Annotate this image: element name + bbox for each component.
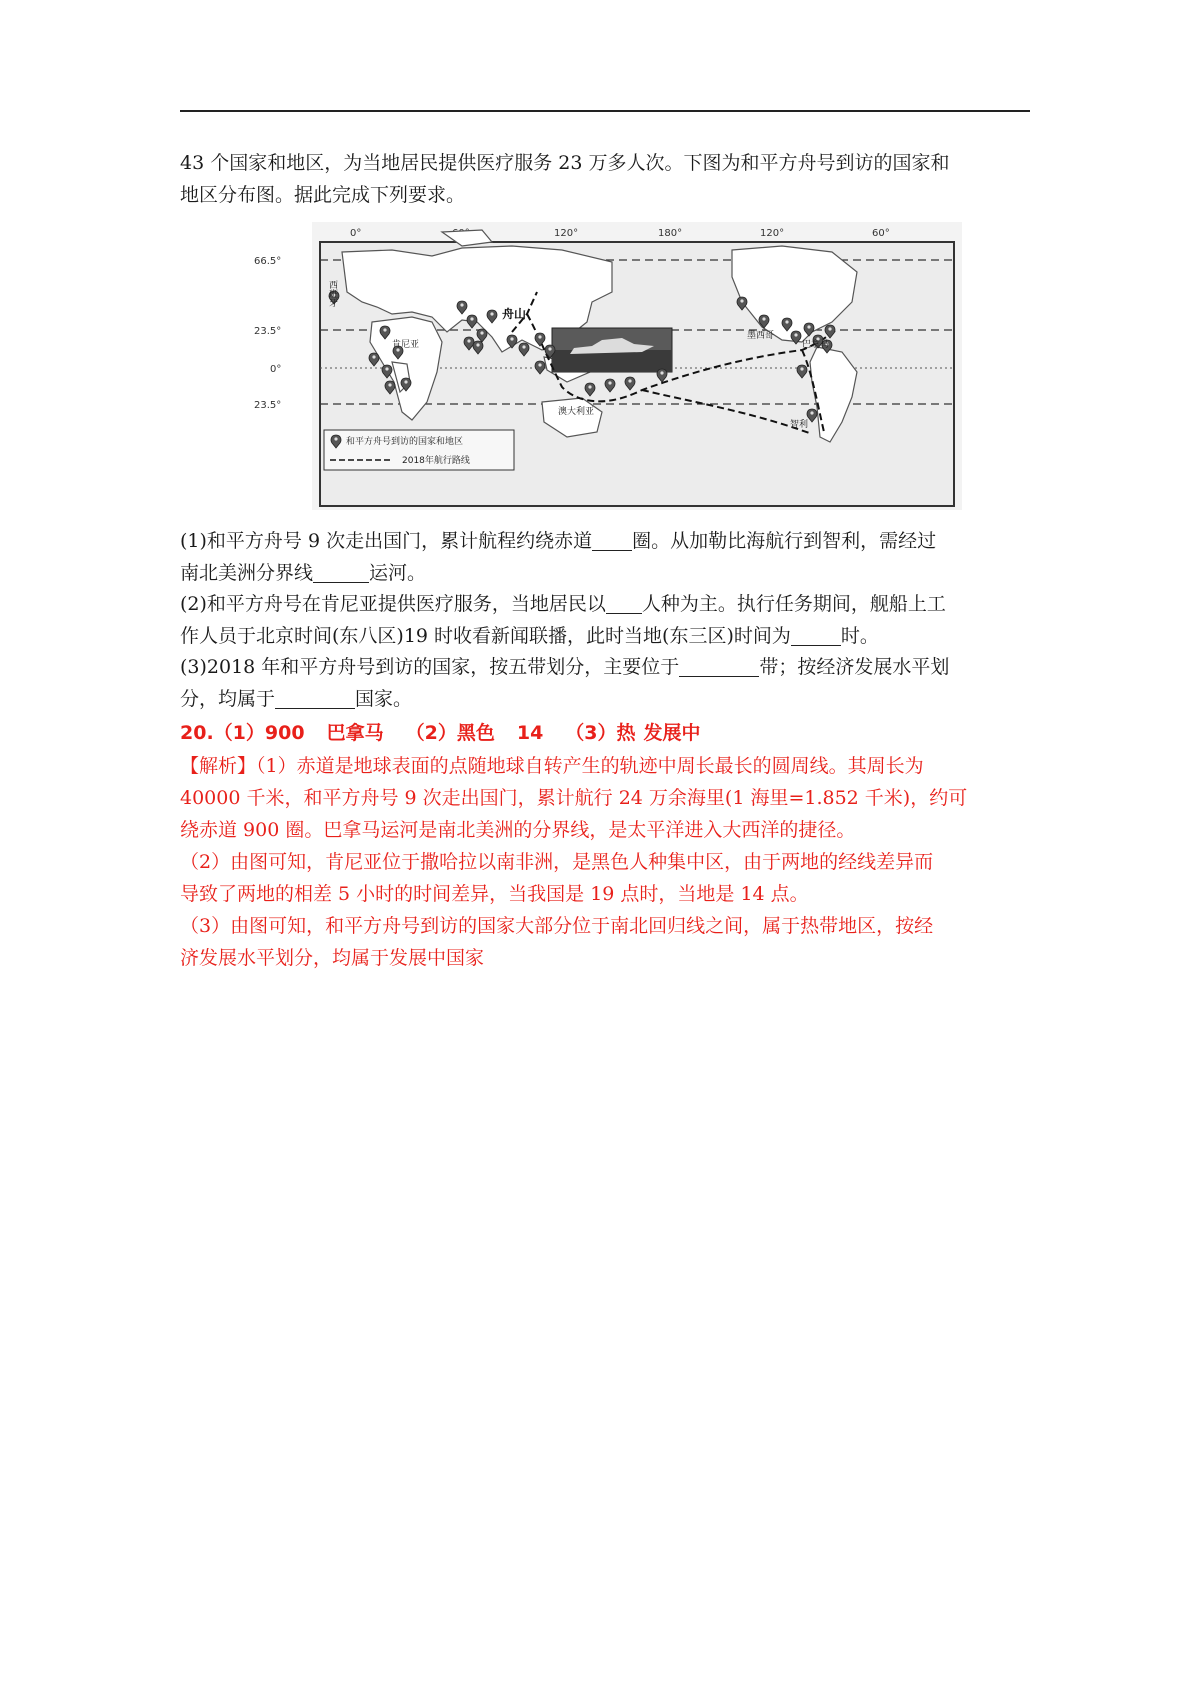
lat-label-235s: 23.5° — [254, 400, 282, 411]
label-kenya: 肯尼亚 — [392, 340, 420, 350]
question-1-line-2: 南北美洲分界线 运河。 — [180, 561, 427, 584]
map-legend — [324, 430, 514, 470]
label-zhoushan: 舟山 — [502, 307, 527, 321]
answer-blank-2[interactable] — [313, 562, 369, 583]
lon-label-120w: 120° — [760, 228, 785, 239]
analysis-para-1-line-1: 【解析】（1）赤道是地球表面的点随地球自转产生的轨迹中周长最长的圆周线。其周长为 — [180, 755, 924, 777]
intro-line-1: 43 个国家和地区，为当地居民提供医疗服务 23 万多人次。下图为和平方舟号到访的国家和 — [180, 152, 950, 174]
answer-1-value-2: 巴拿马 — [326, 722, 384, 744]
legend-route: 2018年航行路线 — [402, 456, 470, 466]
label-mexico: 墨西哥 — [747, 331, 775, 341]
answer-number: 20. — [180, 722, 214, 744]
answer-blank-3[interactable] — [606, 593, 642, 614]
question-block — [180, 526, 1030, 715]
question-2-line-1: (2)和平方舟号在肯尼亚提供医疗服务，当地居民以 人种为主。执行任务期间，舰船上工 — [180, 593, 946, 615]
answer-3-value-1: 热 — [616, 722, 636, 744]
question-3-line-1: (3)2018 年和平方舟号到访的国家，按五带划分，主要位于 带；按经济发展水平划 — [180, 656, 950, 678]
analysis-para-1-line-3: 绕赤道 900 圈。巴拿马运河是南北美洲的分界线，是太平洋进入大西洋的捷径。 — [180, 819, 856, 841]
lon-label-180: 180° — [658, 228, 683, 239]
question-3-line-2: 分，均属于 国家。 — [180, 687, 413, 710]
answer-blank-5[interactable] — [679, 656, 759, 677]
analysis-para-3-line-2: 济发展水平划分，均属于发展中国家 — [180, 947, 485, 969]
label-chile: 智利 — [790, 420, 809, 430]
answer-3-value-2: 发展中 — [643, 722, 701, 744]
lon-label-0: 0° — [350, 228, 362, 239]
answer-blank-4[interactable] — [791, 625, 841, 646]
analysis-para-2-line-2: 导致了两地的相差 5 小时的时间差异，当我国是 19 点时，当地是 14 点。 — [180, 883, 809, 905]
intro-line-2: 地区分布图。据此完成下列要求。 — [180, 184, 466, 206]
analysis-tag: 【解析】 — [180, 755, 257, 777]
lon-label-120e: 120° — [554, 228, 579, 239]
answer-blank-6[interactable] — [275, 688, 355, 709]
lat-label-0: 0° — [270, 364, 282, 375]
label-panama: 巴拿马 — [802, 340, 830, 350]
lat-label-665n: 66.5° — [254, 256, 282, 267]
question-2-line-2: 作人员于北京时间(东八区)19 时收看新闻联播，此时当地(东三区)时间为 时。 — [180, 624, 879, 647]
answer-2-value-2: 14 — [516, 722, 544, 744]
analysis-para-2-line-1: （2）由图可知，肯尼亚位于撒哈拉以南非洲，是黑色人种集中区，由于两地的经线差异而 — [180, 851, 934, 873]
analysis-para-3-line-1: （3）由图可知，和平方舟号到访的国家大部分位于南北回归线之间，属于热带地区，按经 — [180, 915, 934, 937]
answer-key: 20.（1）900 巴拿马 （2）黑色 14 （3）热 发展中 — [180, 722, 701, 744]
answer-1-value-1: 900 — [264, 722, 305, 744]
header-rule — [180, 110, 1030, 112]
world-map-figure — [254, 222, 962, 510]
answer-2-value-1: 黑色 — [456, 722, 495, 744]
answer-blank-1[interactable] — [592, 530, 632, 551]
world-map-svg — [254, 222, 962, 510]
label-australia: 澳大利亚 — [558, 407, 595, 417]
label-spain: 西班牙 — [327, 280, 337, 307]
analysis-para-1-line-2: 40000 千米，和平方舟号 9 次走出国门，累计航行 24 万余海里(1 海里=1.852 千米)，约可 — [180, 787, 968, 809]
legend-visited: 和平方舟号到访的国家和地区 — [346, 437, 464, 447]
lon-label-60w: 60° — [872, 228, 890, 239]
lat-label-235n: 23.5° — [254, 326, 282, 337]
question-intro — [180, 147, 1030, 211]
analysis-block — [180, 750, 1030, 974]
question-1-line-1: (1)和平方舟号 9 次走出国门，累计航程约绕赤道 圈。从加勒比海航行到智利，需经过 — [180, 530, 937, 552]
